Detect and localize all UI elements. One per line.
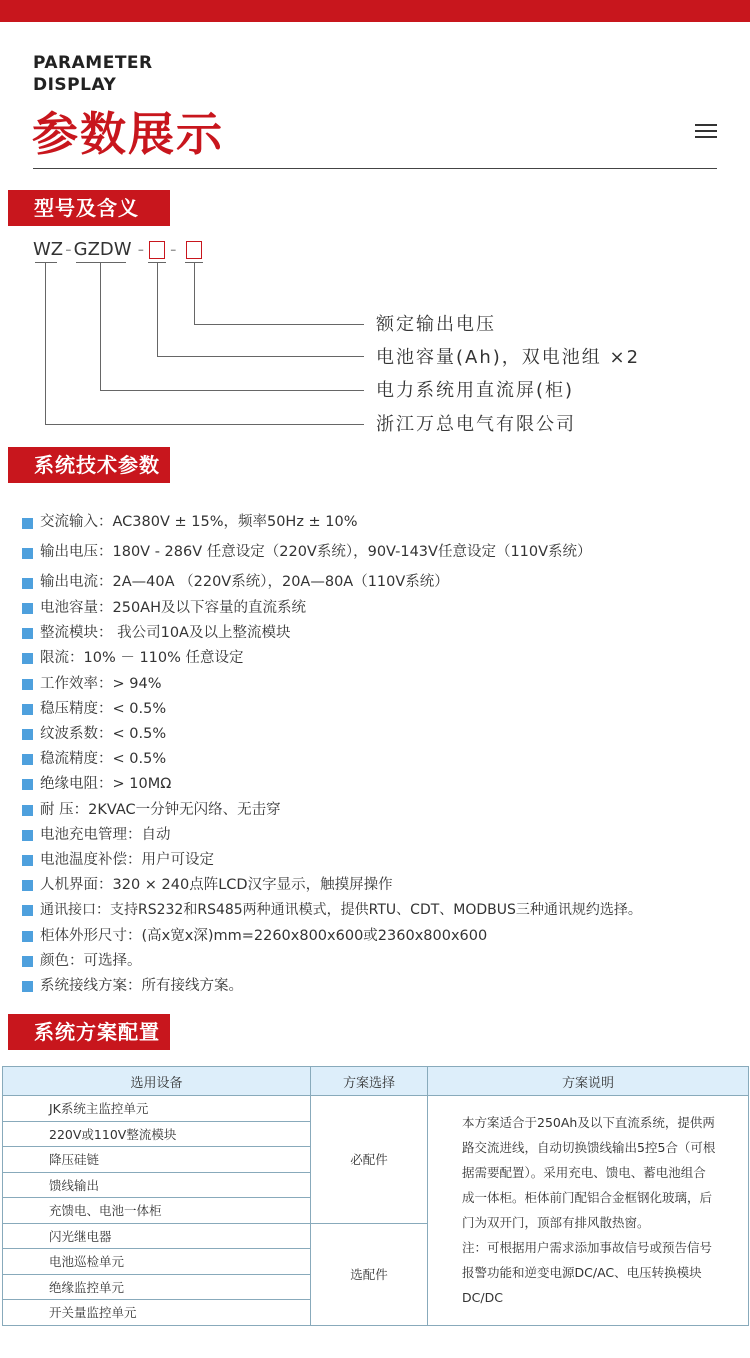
bullet-square-icon: [22, 880, 33, 891]
list-item: 纹波系数：< 0.5%: [22, 722, 742, 747]
bullet-square-icon: [22, 981, 33, 992]
list-item: 电池温度补偿：用户可设定: [22, 848, 742, 873]
list-item: 电池充电管理：自动: [22, 823, 742, 848]
model-meaning-panel: 电力系统用直流屏(柜): [376, 380, 575, 401]
list-item: 限流：10% － 110% 任意设定: [22, 646, 742, 671]
bullet-square-icon: [22, 653, 33, 664]
header-title-en-line1: PARAMETER: [33, 53, 153, 73]
bullet-square-icon: [22, 855, 33, 866]
list-item: 工作效率：> 94%: [22, 672, 742, 697]
device-cell: 绝缘监控单元: [3, 1274, 311, 1300]
list-item: 电池容量：250AH及以下容量的直流系统: [22, 596, 742, 621]
list-item: 绝缘电阻：> 10MΩ: [22, 772, 742, 797]
bullet-square-icon: [22, 578, 33, 589]
hamburger-menu-icon[interactable]: [695, 124, 717, 140]
bullet-square-icon: [22, 905, 33, 916]
list-item: 输出电压：180V - 286V 任意设定（220V系统），90V-143V任意设定（110V系统）: [22, 541, 742, 563]
bullet-square-icon: [22, 729, 33, 740]
device-cell: JK系统主监控单元: [3, 1096, 311, 1122]
top-banner: [0, 0, 750, 22]
list-item: 交流输入：AC380V ± 15%，频率50Hz ± 10%: [22, 511, 742, 533]
model-code: [33, 238, 146, 262]
table-header-device: 选用设备: [3, 1067, 311, 1096]
model-code-placeholder-box: [186, 241, 202, 259]
choice-optional: 选配件: [311, 1223, 428, 1325]
bullet-square-icon: [22, 830, 33, 841]
device-cell: 电池巡检单元: [3, 1249, 311, 1275]
bullet-square-icon: [22, 956, 33, 967]
model-code-placeholder-box: [149, 241, 165, 259]
model-meaning-voltage: 额定输出电压: [376, 314, 496, 335]
model-meaning-company: 浙江万总电气有限公司: [376, 414, 576, 435]
list-item: 输出电流：2A—40A （220V系统），20A—80A（110V系统）: [22, 571, 742, 593]
choice-required: 必配件: [311, 1096, 428, 1224]
bullet-square-icon: [22, 548, 33, 559]
config-table: [2, 1066, 749, 1326]
device-cell: 充馈电、电池一体柜: [3, 1198, 311, 1224]
header-title-cn: 参数展示: [32, 107, 224, 161]
bullet-square-icon: [22, 754, 33, 765]
bullet-square-icon: [22, 779, 33, 790]
spec-list: [22, 511, 742, 999]
connector-line: [45, 424, 364, 425]
list-item: 稳压精度：< 0.5%: [22, 697, 742, 722]
connector-line: [157, 262, 158, 356]
section-title-model: 型号及含义: [8, 190, 170, 226]
bullet-square-icon: [22, 628, 33, 639]
bullet-square-icon: [22, 931, 33, 942]
bullet-square-icon: [22, 518, 33, 529]
bullet-square-icon: [22, 805, 33, 816]
list-item: 柜体外形尺寸：(高x宽x深)mm=2260x800x600或2360x800x600: [22, 924, 742, 949]
model-code-sep: -: [170, 239, 177, 260]
connector-line: [100, 390, 364, 391]
bullet-square-icon: [22, 603, 33, 614]
header-title-en: [33, 52, 153, 96]
list-item: 通讯接口：支持RS232和RS485两种通讯模式，提供RTU、CDT、MODBUS三种通讯规约选择。: [22, 898, 742, 923]
list-item: 系统接线方案：所有接线方案。: [22, 974, 742, 999]
model-code-sep: -: [65, 239, 72, 260]
device-cell: 开关量监控单元: [3, 1300, 311, 1326]
connector-line: [157, 356, 364, 357]
bullet-square-icon: [22, 704, 33, 715]
section-title-specs: 系统技术参数: [8, 447, 170, 483]
connector-line: [45, 262, 46, 424]
model-underline: [76, 262, 126, 263]
list-item: 整流模块： 我公司10A及以上整流模块: [22, 621, 742, 646]
bullet-square-icon: [22, 679, 33, 690]
header-divider: [33, 168, 717, 169]
list-item: 耐 压：2KVAC一分钟无闪络、无击穿: [22, 798, 742, 823]
connector-line: [100, 262, 101, 390]
section-title-config: 系统方案配置: [8, 1014, 170, 1050]
table-row: [3, 1096, 749, 1122]
table-header-choice: 方案选择: [311, 1067, 428, 1096]
header-title-en-line2: DISPLAY: [33, 75, 117, 95]
model-code-sep: -: [137, 239, 145, 260]
model-underline: [35, 262, 57, 263]
description-cell: [428, 1096, 749, 1326]
device-cell: 220V或110V整流模块: [3, 1121, 311, 1147]
list-item: 颜色：可选择。: [22, 949, 742, 974]
model-meaning-capacity: 电池容量(Ah)，双电池组 ×2: [376, 347, 641, 368]
table-header-description: 方案说明: [428, 1067, 749, 1096]
model-code-part2: GZDW: [73, 239, 132, 260]
device-cell: 降压硅链: [3, 1147, 311, 1173]
device-cell: 馈线输出: [3, 1172, 311, 1198]
device-cell: 闪光继电器: [3, 1223, 311, 1249]
list-item: 人机界面：320 × 240点阵LCD汉字显示，触摸屏操作: [22, 873, 742, 898]
table-header-row: [3, 1067, 749, 1096]
connector-line: [194, 324, 364, 325]
connector-line: [194, 262, 195, 324]
model-code-part1: WZ: [33, 239, 64, 260]
description-text: 本方案适合于250Ah及以下直流系统，提供两路交流进线，自动切换馈线输出5控5合（可根据需要配置）。采用充电、馈电、蓄电池组合成一体柜。柜体前门配铝合金框钢化玻璃，后门为双开门，顶部有排风散热窗。: [462, 1115, 716, 1230]
description-note: 注：可根据用户需求添加事故信号或预告信号报警功能和逆变电源DC/AC、电压转换模块DC/DC: [462, 1240, 713, 1305]
list-item: 稳流精度：< 0.5%: [22, 747, 742, 772]
